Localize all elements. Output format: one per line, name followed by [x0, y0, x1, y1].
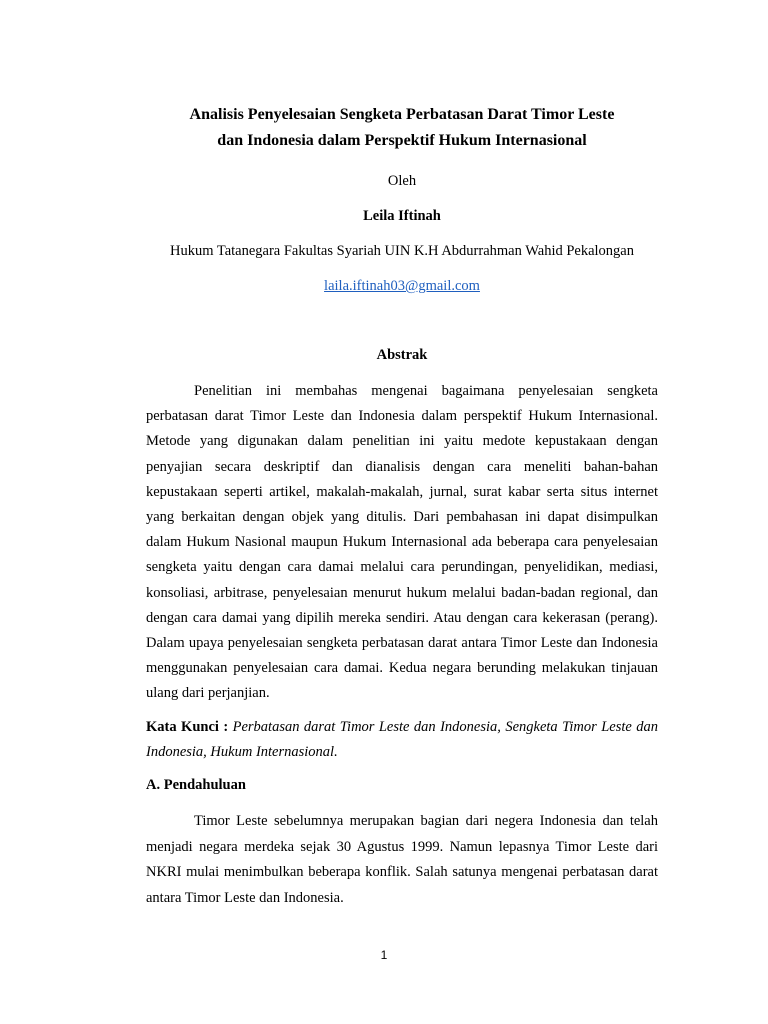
section-heading-introduction: A. Pendahuluan [146, 777, 246, 794]
keywords [146, 715, 658, 765]
email-link[interactable]: laila.iftinah03@gmail.com [324, 278, 480, 294]
title-line-1: Analisis Penyelesaian Sengketa Perbatasan Darat Timor Leste [189, 106, 615, 123]
by-line: Oleh [387, 173, 417, 189]
abstract-body: Penelitian ini membahas mengenai bagaimana penyelesaian sengketa perbatasan darat Timor Leste dan Indonesia dalam perspektif Hukum Internasional. Metode yang digunakan dalam penelitian ini yaitu medote kepustakaan dengan penyajian secara deskriptif dan dianalisis dengan cara meneliti bahan-bahan kepustakaan seperti artikel, makalah-makalah, jurnal, surat kabar serta situs internet yang berkaitan dengan objek yang ditulis. Dari pembahasan ini dapat disimpulkan dalam Hukum Nasional maupun Hukum Internasional ada beberapa cara penyelesaian sengketa yaitu dengan cara damai melalui cara perundingan, penyelidikan, mediasi, konsoliasi, arbitrase, penyelesaian menurut hukum melalui badan-badan regional, dan dengan cara damai yang dipilih mereka sendiri. Atau dengan cara kekerasan (perang). Dalam upaya penyelesaian sengketa perbatasan darat antara Timor Leste dan Indonesia menggunakan penyelesaian cara damai. Kedua negara berunding melakukan tinjauan ulang dari perjanjian. [146, 383, 658, 702]
author-affiliation: Hukum Tatanegara Fakultas Syariah UIN K.H Abdurrahman Wahid Pekalongan [170, 243, 634, 259]
author-name: Leila Iftinah [363, 208, 441, 224]
page-number: 1 [380, 948, 388, 962]
paper-title [146, 102, 658, 154]
author-email [146, 276, 658, 296]
title-line-2: dan Indonesia dalam Perspektif Hukum Internasional [217, 132, 587, 149]
page-content [146, 100, 658, 911]
abstract-heading: Abstrak [376, 347, 428, 363]
keywords-label: Kata Kunci : [146, 718, 229, 735]
keywords-text: Perbatasan darat Timor Leste dan Indonesia, Sengketa Timor Leste dan Indonesia, Hukum Internasional. [146, 718, 658, 760]
introduction-paragraph: Timor Leste sebelumnya merupakan bagian dari negera Indonesia dan telah menjadi negara merdeka sejak 30 Agustus 1999. Namun lepasnya Timor Leste dari NKRI mulai menimbulkan beberapa konflik. Salah satunya mengenai perbatasan darat antara Timor Leste dan Indonesia. [146, 813, 658, 906]
